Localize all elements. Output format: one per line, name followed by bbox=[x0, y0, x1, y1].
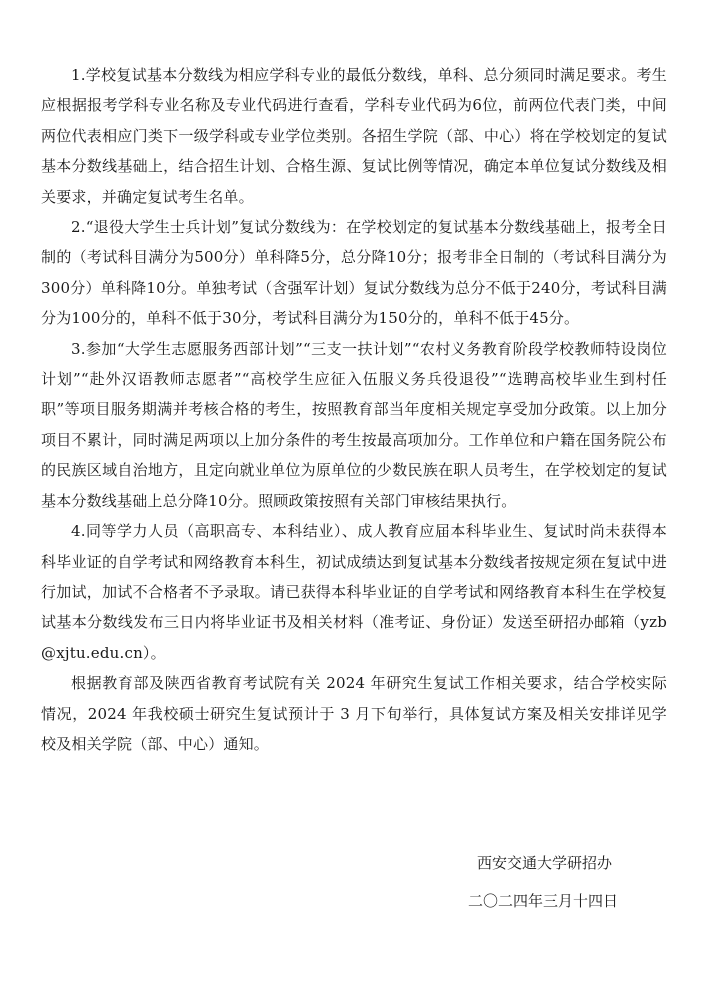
paragraph-bonus-policy: 3.参加“大学生志愿服务西部计划”“三支一扶计划”“农村义务教育阶段学校教师特设岗位计划”“赴外汉语教师志愿者”“高校学生应征入伍服义务兵役退役”“选聘高校毕业生到村任职”等项目服务期满并考核合格的考生，按照教育部当年度相关规定享受加分政策。以上加分项目不累计，同时满足两项以上加分条件的考生按最高项加分。工作单位和户籍在国务院公布的民族区域自治地方，且定向就业单位为原单位的少数民族在职人员考生，在学校划定的复试基本分数线基础上总分降10分。照顾政策按照有关部门审核结果执行。 bbox=[41, 339, 667, 510]
paragraph-veteran-plan: 2.“退役大学生士兵计划”复试分数线为：在学校划定的复试基本分数线基础上，报考全日制的（考试科目满分为500分）单科降5分，总分降10分；报考非全日制的（考试科目满分为300分）单科降10分。单独考试（含强军计划）复试分数线为总分不低于240分，考试科目满分为100分的，单科不低于30分，考试科目满分为150分的，单科不低于45分。 bbox=[41, 218, 667, 328]
document-body bbox=[41, 60, 667, 759]
paragraph-retest-baseline: 1.学校复试基本分数线为相应学科专业的最低分数线，单科、总分须同时满足要求。考生应根据报考学科专业名称及专业代码进行查看，学科专业代码为6位，前两位代表门类，中间两位代表相应门类下一级学科或专业学位类别。各招生学院（部、中心）将在学校划定的复试基本分数线基础上，结合招生计划、合格生源、复试比例等情况，确定本单位复试分数线及相关要求，并确定复试考生名单。 bbox=[41, 66, 667, 206]
signature-organization: 西安交通大学研招办 bbox=[476, 854, 612, 872]
signature-date: 二〇二四年三月十四日 bbox=[467, 892, 618, 910]
paragraph-equivalent-education: 4.同等学力人员（高职高专、本科结业）、成人教育应届本科毕业生、复试时尚未获得本科毕业证的自学考试和网络教育本科生，初试成绩达到复试基本分数线者按规定须在复试中进行加试，加试不合格者不予录取。请已获得本科毕业证的自学考试和网络教育本科生在学校复试基本分数线发布三日内将毕业证书及相关材料（准考证、身份证）发送至研招办邮箱（yzb@xjtu.edu.cn）。 bbox=[41, 522, 667, 662]
paragraph-retest-schedule: 根据教育部及陕西省教育考试院有关 2024 年研究生复试工作相关要求，结合学校实际情况，2024 年我校硕士研究生复试预计于 3 月下旬举行，具体复试方案及相关安排详见学校及相关学院（部、中心）通知。 bbox=[41, 674, 667, 753]
signature-block bbox=[468, 853, 618, 911]
